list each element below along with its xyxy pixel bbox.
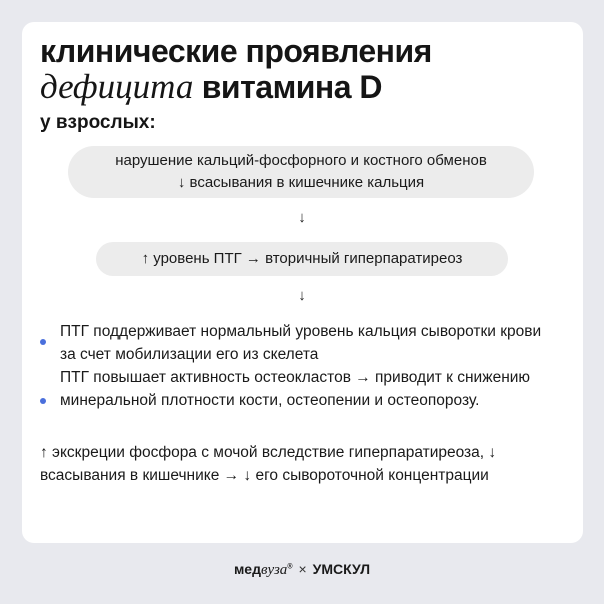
brand-medvuza-part-a: мед bbox=[233, 561, 261, 577]
final-paragraph: ↑ экскреции фосфора с мочой вследствие гиперпаратиреоза, ↓ всасывания в кишечнике → ↓ его сывороточной концентрации bbox=[40, 444, 497, 484]
footer-brands bbox=[0, 561, 604, 579]
page-title bbox=[40, 34, 432, 105]
brand-medvuza-logo bbox=[234, 561, 293, 577]
title-line-1: клинические проявления bbox=[40, 33, 432, 69]
section-subtitle: у взрослых: bbox=[40, 112, 156, 133]
flow-arrow-1: ↓ bbox=[298, 209, 306, 226]
flow-box-2-text: ↑ уровень ПТГ → вторичный гиперпаратиреоз bbox=[141, 250, 463, 267]
title-line-2-rest: витамина D bbox=[193, 69, 383, 105]
flow-box-1-line-2: ↓ всасывания в кишечнике кальция bbox=[177, 174, 425, 191]
dot-icon bbox=[40, 339, 46, 345]
registered-mark: ® bbox=[287, 563, 293, 571]
flow-box-2 bbox=[96, 242, 508, 276]
flow-arrow-2: ↓ bbox=[298, 287, 306, 304]
separator-icon: × bbox=[298, 561, 307, 577]
bullet-list bbox=[40, 320, 550, 412]
bullet-text-2: ПТГ повышает активность остеокластов → приводит к снижению минеральной плотности кости, остеопении и остеопорозу. bbox=[60, 369, 531, 409]
flow-box-1 bbox=[68, 146, 534, 198]
dot-icon bbox=[40, 398, 46, 404]
bullet-text-1: ПТГ поддерживает нормальный уровень кальция сыворотки крови за счет мобилизации его из скелета bbox=[60, 323, 542, 363]
title-line-2 bbox=[40, 69, 432, 105]
title-italic-word: дефицита bbox=[40, 67, 194, 106]
brand-umskul-logo: УМСКУЛ bbox=[312, 561, 371, 577]
flow-box-1-line-1: нарушение кальций-фосфорного и костного обменов bbox=[115, 152, 487, 169]
list-item bbox=[40, 366, 550, 412]
brand-medvuza-part-b: вуза bbox=[260, 562, 288, 578]
list-item bbox=[40, 320, 550, 366]
